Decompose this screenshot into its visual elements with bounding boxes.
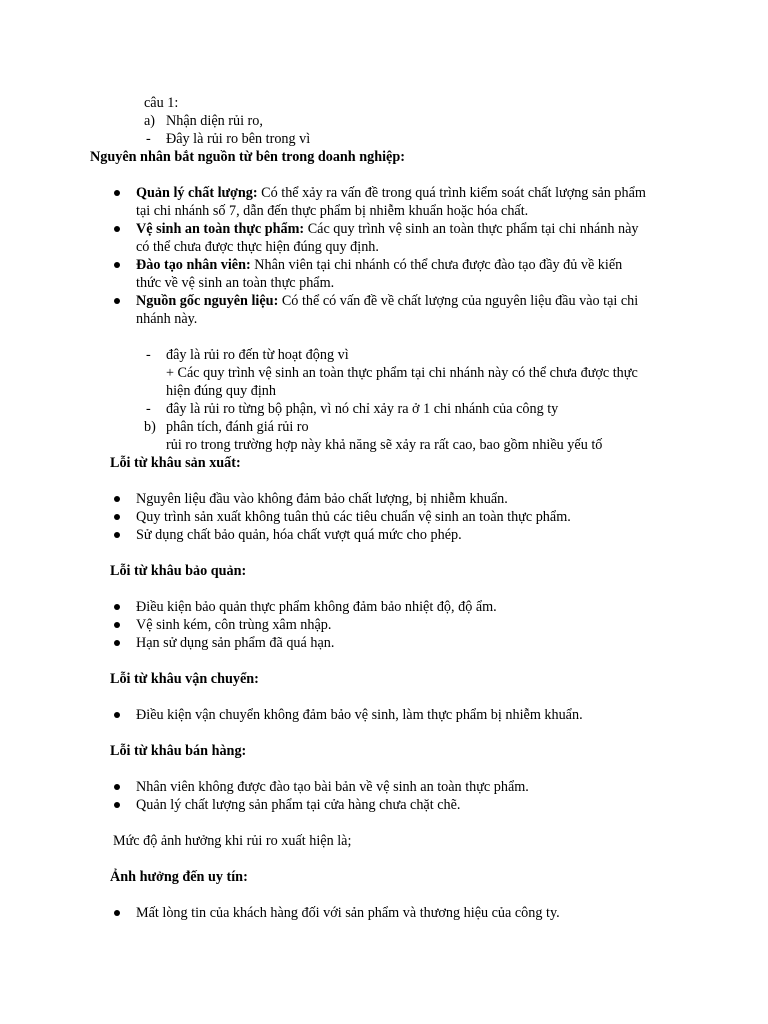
internal-item-1-text: Có thể xảy ra vấn đề trong quá trình kiểm soát chất lượng sản phẩm <box>257 185 646 201</box>
internal-item-3 <box>136 256 622 274</box>
internal-item-2-text: Các quy trình vệ sinh an toàn thực phẩm tại chi nhánh này <box>304 221 639 237</box>
internal-item-4-text: Có thể có vấn đề về chất lượng của nguyên liệu đầu vào tại chi <box>278 293 639 309</box>
item-b-text: phân tích, đánh giá rủi ro <box>166 419 309 435</box>
transport-heading: Lỗi từ khâu vận chuyển: <box>110 671 259 687</box>
storage-item-3: Hạn sử dụng sản phẩm đã quá hạn. <box>136 635 335 651</box>
item-a-marker: a) <box>144 113 156 129</box>
internal-item-1-cont: tại chi nhánh số 7, dẫn đến thực phẩm bị nhiễm khuẩn hoặc hóa chất. <box>136 203 529 219</box>
plus-note: + Các quy trình vệ sinh an toàn thực phẩm tại chi nhánh này có thể chưa được thực <box>166 365 638 381</box>
bullet-icon <box>114 604 120 610</box>
bullet-icon <box>114 640 120 646</box>
bullet-icon <box>114 226 120 232</box>
sales-item-2: Quản lý chất lượng sản phẩm tại cửa hàng chưa chặt chẽ. <box>136 797 461 813</box>
internal-item-1 <box>136 184 646 202</box>
internal-item-2-bold: Vệ sinh an toàn thực phẩm: <box>136 221 305 237</box>
bullet-icon <box>114 622 120 628</box>
internal-item-2 <box>136 220 638 238</box>
bullet-icon <box>114 532 120 538</box>
dash-marker: - <box>146 131 151 147</box>
production-item-1: Nguyên liệu đầu vào không đảm bảo chất lượng, bị nhiễm khuẩn. <box>136 491 508 507</box>
internal-item-4 <box>136 292 638 310</box>
storage-item-1: Điều kiện bảo quản thực phẩm không đảm bảo nhiệt độ, độ ẩm. <box>136 599 497 615</box>
bullet-icon <box>114 910 120 916</box>
impact-item-1: Mất lòng tin của khách hàng đối với sản phẩm và thương hiệu của công ty. <box>136 905 560 921</box>
dash-text: đây là rủi ro đến từ hoạt động vì <box>166 347 349 363</box>
impact-heading: Ảnh hưởng đến uy tín: <box>110 869 248 885</box>
plus-note-cont: hiện đúng quy định <box>166 383 276 399</box>
sales-heading: Lỗi từ khâu bán hàng: <box>110 743 247 759</box>
item-b-subtext: rủi ro trong trường hợp này khả năng sẽ xảy ra rất cao, bao gồm nhiều yếu tố <box>166 437 603 453</box>
bullet-icon <box>114 802 120 808</box>
dash-marker: - <box>146 401 151 417</box>
bullet-icon <box>114 298 120 304</box>
question-label: câu 1: <box>144 95 179 111</box>
production-item-3: Sử dụng chất bảo quản, hóa chất vượt quá mức cho phép. <box>136 527 462 543</box>
production-heading: Lỗi từ khâu sản xuất: <box>110 455 241 471</box>
bullet-icon <box>114 784 120 790</box>
dash-text: đây là rủi ro từng bộ phận, vì nó chỉ xảy ra ở 1 chi nhánh của công ty <box>166 401 559 417</box>
internal-item-3-text: Nhân viên tại chi nhánh có thể chưa được đào tạo đầy đủ về kiến <box>250 257 623 273</box>
storage-heading: Lỗi từ khâu bảo quản: <box>110 563 247 579</box>
bullet-icon <box>114 262 120 268</box>
bullet-icon <box>114 496 120 502</box>
dash-text: Đây là rủi ro bên trong vì <box>166 131 311 147</box>
bullet-icon <box>114 514 120 520</box>
bullet-icon <box>114 712 120 718</box>
internal-item-4-cont: nhánh này. <box>136 311 198 327</box>
internal-item-3-bold: Đào tạo nhân viên: <box>136 257 251 273</box>
transport-item-1: Điều kiện vận chuyển không đảm bảo vệ sinh, làm thực phẩm bị nhiễm khuẩn. <box>136 707 583 723</box>
item-a-text: Nhận diện rủi ro, <box>166 113 263 129</box>
internal-heading: Nguyên nhân bắt nguồn từ bên trong doanh nghiệp: <box>90 149 405 165</box>
production-item-2: Quy trình sản xuất không tuân thủ các tiêu chuẩn vệ sinh an toàn thực phẩm. <box>136 509 571 525</box>
storage-item-2: Vệ sinh kém, côn trùng xâm nhập. <box>136 617 332 633</box>
sales-item-1: Nhân viên không được đào tạo bài bản về vệ sinh an toàn thực phẩm. <box>136 779 529 795</box>
internal-item-3-cont: thức về vệ sinh an toàn thực phẩm. <box>136 275 335 291</box>
internal-item-4-bold: Nguồn gốc nguyên liệu: <box>136 293 279 309</box>
impact-intro: Mức độ ảnh hưởng khi rủi ro xuất hiện là; <box>113 833 352 849</box>
item-b-marker: b) <box>144 419 156 435</box>
bullet-icon <box>114 190 120 196</box>
internal-item-1-bold: Quản lý chất lượng: <box>136 185 258 201</box>
internal-item-2-cont: có thể chưa được thực hiện đúng quy định. <box>136 239 379 255</box>
dash-marker: - <box>146 347 151 363</box>
